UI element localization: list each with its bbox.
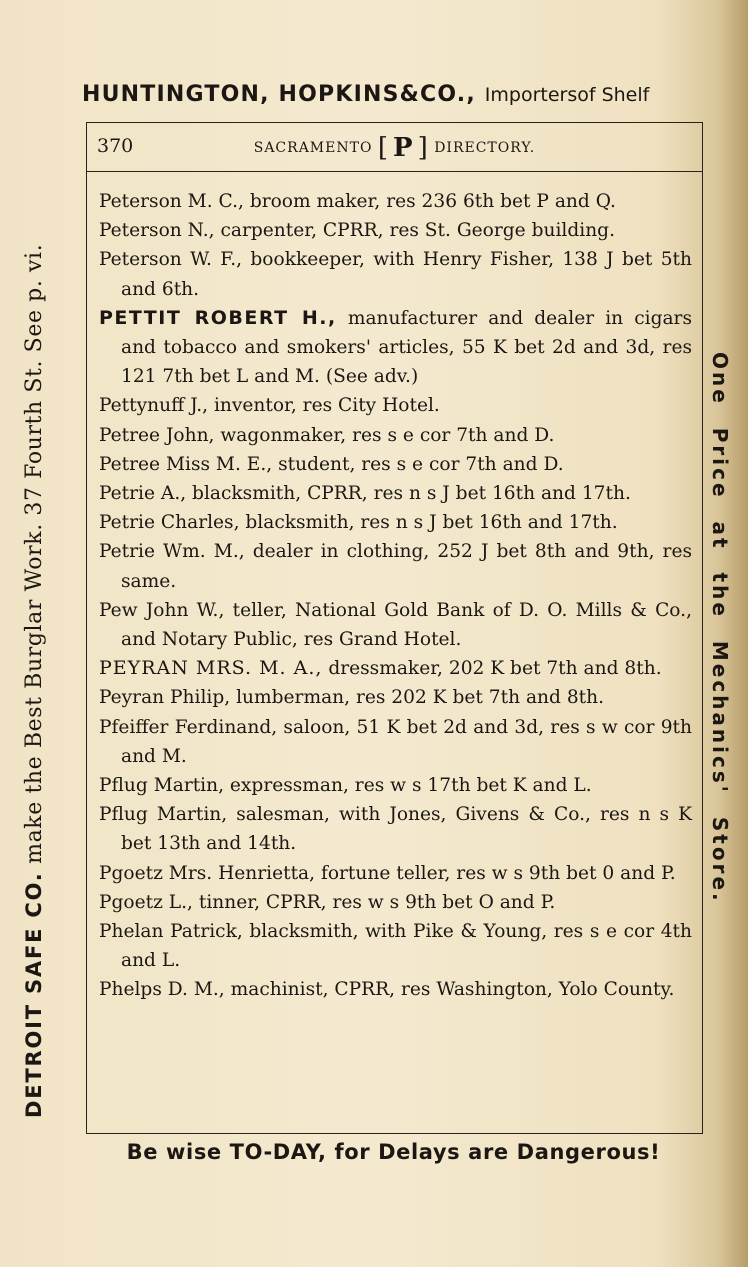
entry-text: Peyran Philip, lumberman, res 202 K bet 7th and 8th. xyxy=(99,687,605,709)
directory-entry xyxy=(99,713,692,771)
running-head-left: SACRAMENTO xyxy=(253,140,373,156)
entry-text: Petree John, wagonmaker, res s e cor 7th and D. xyxy=(99,424,555,446)
close-bracket: ] xyxy=(417,133,429,163)
entry-text: Pflug Martin, expressman, res w s 17th bet K and L. xyxy=(99,775,592,797)
entry-text: Petrie Charles, blacksmith, res n s J bet 16th and 17th. xyxy=(99,512,618,534)
entry-text: manufacturer and dealer in cigars and tobacco and smokers' articles, 55 K bet 2d and 3d, res 121 7th bet L and M. (See adv.) xyxy=(121,307,692,388)
entry-text: Petrie Wm. M., dealer in clothing, 252 J bet 8th and 9th, res same. xyxy=(99,541,692,592)
entry-text: Petrie A., blacksmith, CPRR, res n s J bet 16th and 17th. xyxy=(99,483,631,505)
entry-text: dressmaker, 202 K bet 7th and 8th. xyxy=(328,658,662,680)
entry-text: Peterson M. C., broom maker, res 236 6th bet P and Q. xyxy=(99,191,616,212)
left-ad-company: DETROIT SAFE CO. xyxy=(22,871,46,1118)
entry-text: Peterson N., carpenter, CPRR, res St. George building. xyxy=(99,220,615,242)
bottom-advertisement: Be wise TO-DAY, for Delays are Dangerous! xyxy=(126,1140,661,1164)
entry-text: Phelan Patrick, blacksmith, with Pike & Young, res s e cor 4th and L. xyxy=(99,921,692,972)
directory-entry xyxy=(99,187,692,216)
entry-text: Petree Miss M. E., student, res s e cor 7th and D. xyxy=(99,453,564,475)
directory-entry xyxy=(99,479,692,508)
directory-entry xyxy=(99,917,692,975)
directory-entry xyxy=(99,537,692,595)
left-margin-advertisement xyxy=(22,118,62,1118)
directory-entry xyxy=(99,216,692,245)
entry-text: Pgoetz L., tinner, CPRR, res w s 9th bet O and P. xyxy=(99,891,556,913)
directory-entry xyxy=(99,975,692,1004)
directory-entry xyxy=(99,596,692,654)
directory-entry xyxy=(99,800,692,858)
open-bracket: [ xyxy=(377,133,390,163)
top-advertisement xyxy=(82,82,722,116)
entry-name: PEYRAN MRS. M. A., xyxy=(99,657,323,680)
directory-entry xyxy=(99,683,692,712)
entry-text: Pettynuff J., inventor, res City Hotel. xyxy=(99,395,440,417)
page-number: 370 xyxy=(97,135,134,157)
entry-name: PETTIT ROBERT H., xyxy=(99,306,337,329)
section-letter: P xyxy=(393,133,414,163)
directory-entries xyxy=(99,187,692,1005)
entry-text: Pflug Martin, salesman, with Jones, Givens & Co., res n s K bet 13th and 14th. xyxy=(99,804,692,855)
left-ad-text: make the Best Burglar Work. 37 Fourth St. See p. vi. xyxy=(22,243,47,864)
entry-text: Pgoetz Mrs. Henrietta, fortune teller, res w s 9th bet 0 and P. xyxy=(99,862,676,884)
directory-entry xyxy=(99,304,692,392)
entry-text: Pew John W., teller, National Gold Bank of D. O. Mills & Co., and Notary Public, res Grand Hotel. xyxy=(99,599,692,651)
top-ad-text: Importersof Shelf xyxy=(484,84,650,106)
directory-entry xyxy=(99,245,692,303)
directory-entry xyxy=(99,421,692,450)
header-rule xyxy=(87,171,702,172)
page-frame xyxy=(86,122,703,1134)
right-margin-advertisement: One Price at the Mechanics' Store. xyxy=(708,352,732,904)
directory-entry xyxy=(99,450,692,479)
entry-text: Peterson W. F., bookkeeper, with Henry Fisher, 138 J bet 5th and 6th. xyxy=(99,249,692,300)
directory-entry xyxy=(99,654,692,683)
top-ad-company: HUNTINGTON, HOPKINS&CO., xyxy=(82,82,476,107)
directory-entry xyxy=(99,859,692,888)
entry-text: Phelps D. M., machinist, CPRR, res Washington, Yolo County. xyxy=(99,979,675,1001)
entry-text: Pfeiffer Ferdinand, saloon, 51 K bet 2d and 3d, res s w cor 9th and M. xyxy=(99,716,692,767)
running-head xyxy=(87,133,702,163)
running-head-right: DIRECTORY. xyxy=(434,140,536,156)
directory-entry xyxy=(99,508,692,537)
directory-entry xyxy=(99,391,692,420)
directory-entry xyxy=(99,771,692,800)
directory-entry xyxy=(99,888,692,917)
